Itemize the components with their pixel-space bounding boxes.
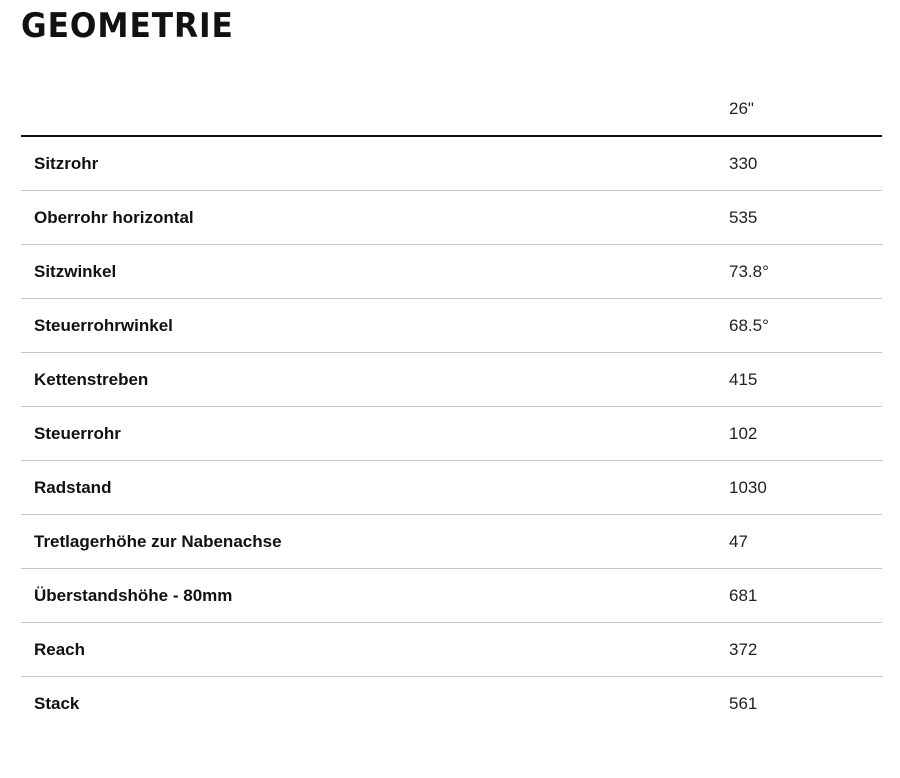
row-value: 561 <box>729 693 758 713</box>
table-row <box>21 245 882 299</box>
table-row <box>21 461 882 515</box>
table-row <box>21 515 882 569</box>
row-label: Radstand <box>21 461 729 515</box>
row-value: 47 <box>729 515 882 569</box>
row-value: 73.8° <box>729 245 882 299</box>
row-label: Überstandshöhe - 80mm <box>21 569 729 623</box>
row-value: 681 <box>729 569 882 623</box>
row-label: Sitzrohr <box>21 136 729 191</box>
row-value: 102 <box>729 407 882 461</box>
geometry-table <box>21 82 882 730</box>
table-row <box>21 407 882 461</box>
row-label: Reach <box>21 623 729 677</box>
table-row <box>21 136 882 191</box>
row-label: Kettenstreben <box>21 353 729 407</box>
row-label: Sitzwinkel <box>21 245 729 299</box>
table-row <box>21 569 882 623</box>
row-value: 68.5° <box>729 299 882 353</box>
table-row <box>21 299 882 353</box>
header-size-cell: 26" <box>729 82 882 136</box>
row-value: 372 <box>729 623 882 677</box>
row-value: 415 <box>729 353 882 407</box>
row-value: 1030 <box>729 461 882 515</box>
table-row <box>21 623 882 677</box>
table-row <box>21 677 882 731</box>
row-value: 535 <box>729 191 882 245</box>
header-label-cell <box>21 82 729 136</box>
page-title: GEOMETRIE <box>21 6 234 46</box>
table-row <box>21 353 882 407</box>
row-label: Tretlagerhöhe zur Nabenachse <box>21 515 729 569</box>
row-label: Oberrohr horizontal <box>21 191 729 245</box>
table-row <box>21 191 882 245</box>
row-label: Steuerrohr <box>21 407 729 461</box>
row-value: 330 <box>729 136 882 191</box>
row-label: Stack <box>34 693 80 713</box>
table-header-row <box>21 82 882 136</box>
row-label: Steuerrohrwinkel <box>21 299 729 353</box>
